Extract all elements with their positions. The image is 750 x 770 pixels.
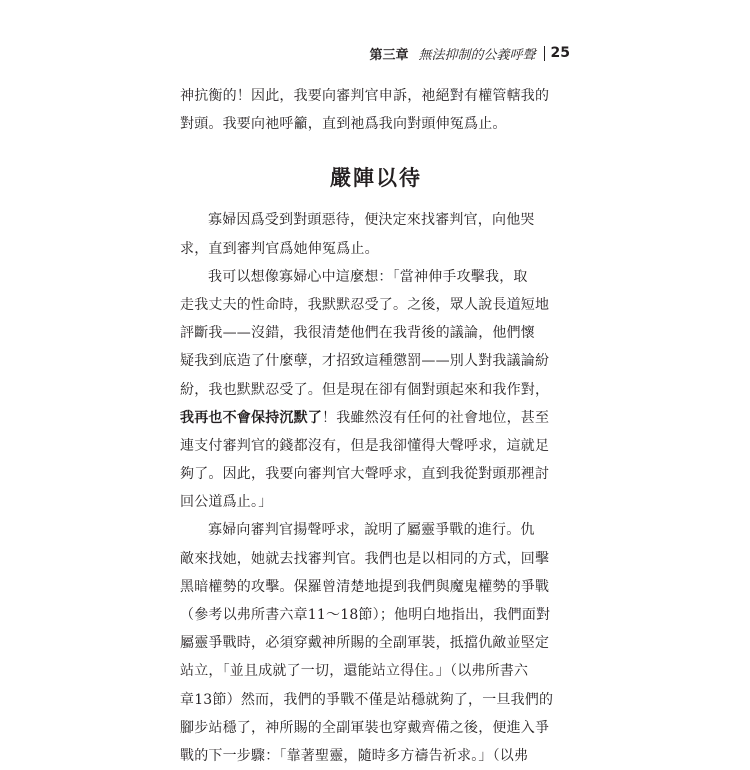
text-line: 章13節）然而，我們的爭戰不僅是站穩就夠了，一旦我們的 — [180, 691, 554, 708]
section-heading: 嚴陣以待 — [330, 166, 422, 191]
text-line: 求，直到審判官爲她伸冤爲止。 — [180, 240, 379, 257]
text-line: （參考以弗所書六章11～18節）；他明白地指出，我們面對 — [180, 607, 551, 623]
text-line: 戰的下一步驟：「靠著聖靈，隨時多方禱告祈求。」（以弗 — [180, 747, 529, 764]
text-line: 寡婦向審判官揚聲呼求，說明了屬靈爭戰的進行。仇 — [208, 522, 535, 539]
text-line: 寡婦因爲受到對頭惡待，便決定來找審判官，向他哭 — [208, 212, 535, 229]
chapter-title: 無法抑制的公義呼聲 — [418, 47, 536, 63]
paragraph — [180, 263, 572, 517]
paragraph — [180, 516, 572, 770]
text-line: 回公道爲止。」 — [180, 494, 273, 511]
running-header — [330, 42, 570, 64]
text-line: 連支付審判官的錢都沒有，但是我卻懂得大聲呼求，這就足 — [180, 437, 550, 454]
text-line: 敵來找她，她就去找審判官。我們也是以相同的方式，回擊 — [180, 550, 550, 567]
text-line: 神抗衡的！因此，我要向審判官申訴，祂絕對有權管轄我的 — [180, 88, 550, 104]
paragraph — [180, 82, 572, 138]
text-line: 疑我到底造了什麼孽，才招致這種懲罰——別人對我議論紛 — [180, 353, 550, 370]
text-line: 夠了。因此，我要向審判官大聲呼求，直到我從對頭那裡討 — [180, 466, 550, 483]
chapter-label: 第三章 — [369, 47, 409, 63]
text-line: 屬靈爭戰時，必須穿戴神所賜的全副軍裝，抵擋仇敵並堅定 — [180, 635, 550, 652]
text-span: ！我雖然沒有任何的社會地位，甚至 — [322, 409, 550, 426]
text-line: 我可以想像寡婦心中這麼想：「當神伸手攻擊我，取 — [208, 268, 528, 285]
text-line: 走我丈夫的性命時，我默默忍受了。之後，眾人說長道短地 — [180, 296, 550, 313]
text-line: 紛，我也默默忍受了。但是現在卻有個對頭起來和我作對， — [180, 381, 550, 398]
header-divider — [544, 46, 545, 61]
text-line: 對頭。我要向祂呼籲，直到祂爲我向對頭伸冤爲止。 — [180, 116, 507, 133]
page-number: 25 — [550, 45, 570, 61]
text-line — [180, 404, 572, 432]
body-text — [180, 82, 572, 770]
paragraph — [180, 206, 572, 262]
text-line: 評斷我——沒錯，我很清楚他們在我背後的議論，他們懷 — [180, 325, 535, 342]
text-line: 黑暗權勢的攻擊。保羅曾清楚地提到我們與魔鬼權勢的爭戰 — [180, 578, 550, 595]
emphasis-text: 我再也不會保持沉默了 — [180, 409, 322, 426]
text-line: 站立，「並且成就了一切，還能站立得住。」（以弗所書六 — [180, 663, 529, 680]
text-line: 腳步站穩了，神所賜的全副軍裝也穿戴齊備之後，便進入爭 — [180, 719, 550, 736]
